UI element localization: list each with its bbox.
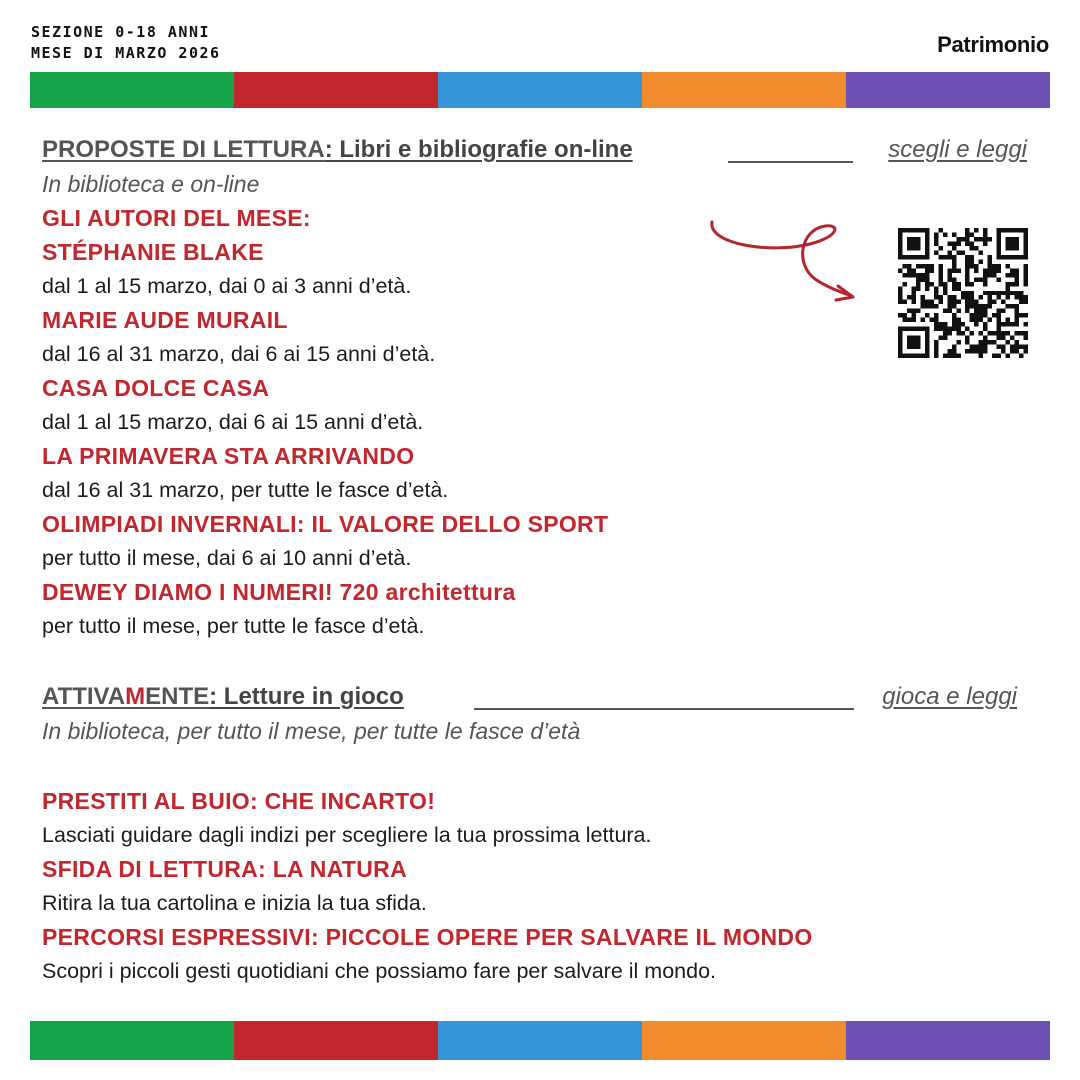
activity-item-title: PRESTITI AL BUIO: CHE INCARTO! bbox=[42, 788, 436, 814]
activity-heading-rule bbox=[474, 708, 854, 710]
curly-arrow-icon bbox=[700, 214, 870, 314]
reading-subtitle: In biblioteca e on-line bbox=[42, 171, 260, 197]
reading-item-desc: per tutto il mese, dai 6 ai 10 anni d’età. bbox=[42, 546, 412, 570]
activity-heading-title bbox=[42, 683, 209, 710]
reading-item-title: MARIE AUDE MURAIL bbox=[42, 307, 288, 333]
stripe-green bbox=[30, 72, 234, 108]
reading-item-desc: per tutto il mese, per tutte le fasce d’età. bbox=[42, 614, 425, 638]
activity-heading-sub: : Letture in gioco bbox=[209, 683, 404, 710]
reading-heading-rule bbox=[728, 161, 853, 163]
reading-item-title: LA PRIMAVERA STA ARRIVANDO bbox=[42, 443, 415, 469]
reading-item-title: CASA DOLCE CASA bbox=[42, 375, 270, 401]
activity-link[interactable]: gioca e leggi bbox=[882, 683, 1017, 710]
stripe-orange bbox=[642, 1021, 846, 1060]
activity-section bbox=[42, 680, 1027, 988]
stripe-red bbox=[234, 72, 438, 108]
reading-item-desc: dal 1 al 15 marzo, dai 0 ai 3 anni d’età. bbox=[42, 274, 412, 298]
stripe-red bbox=[234, 1021, 438, 1060]
activity-subtitle: In biblioteca, per tutto il mese, per tutte le fasce d’età bbox=[42, 718, 581, 744]
section-line-2: MESE DI MARZO 2026 bbox=[31, 44, 221, 62]
activity-item-desc: Scopri i piccoli gesti quotidiani che possiamo fare per salvare il mondo. bbox=[42, 959, 717, 983]
activity-item-desc: Lasciati guidare dagli indizi per scegliere la tua prossima lettura. bbox=[42, 823, 652, 847]
top-color-stripe bbox=[30, 72, 1050, 108]
activity-item-title: SFIDA DI LETTURA: LA NATURA bbox=[42, 856, 407, 882]
reading-item-title: DEWEY DIAMO I NUMERI! 720 architettura bbox=[42, 579, 516, 605]
activity-item-desc: Ritira la tua cartolina e inizia la tua sfida. bbox=[42, 891, 427, 915]
reading-heading-sub: : Libri e bibliografie on-line bbox=[324, 136, 633, 163]
stripe-blue bbox=[438, 72, 642, 108]
qr-code-icon[interactable] bbox=[898, 228, 1028, 358]
stripe-purple bbox=[846, 72, 1050, 108]
reading-link[interactable]: scegli e leggi bbox=[888, 136, 1027, 163]
reading-item-desc: dal 16 al 31 marzo, per tutte le fasce d’età. bbox=[42, 478, 449, 502]
spacer bbox=[42, 748, 1027, 784]
activity-heading bbox=[42, 680, 1027, 714]
reading-heading bbox=[42, 133, 1027, 167]
activity-heading-part: ATTIVA bbox=[42, 683, 126, 710]
stripe-blue bbox=[438, 1021, 642, 1060]
reading-section bbox=[42, 133, 1027, 643]
reading-item-title: STÉPHANIE BLAKE bbox=[42, 239, 264, 265]
stripe-orange bbox=[642, 72, 846, 108]
stripe-green bbox=[30, 1021, 234, 1060]
activity-item-title: PERCORSI ESPRESSIVI: PICCOLE OPERE PER SALVARE IL MONDO bbox=[42, 924, 813, 950]
activity-heading-highlight: M bbox=[125, 683, 146, 710]
authors-label: GLI AUTORI DEL MESE: bbox=[42, 205, 311, 231]
brand-logo: Patrimonio bbox=[937, 32, 1049, 57]
bottom-color-stripe bbox=[30, 1021, 1050, 1060]
reading-heading-title: PROPOSTE DI LETTURA bbox=[42, 136, 325, 163]
reading-item-desc: dal 1 al 15 marzo, dai 6 ai 15 anni d’età. bbox=[42, 410, 424, 434]
stripe-purple bbox=[846, 1021, 1050, 1060]
section-label bbox=[31, 22, 221, 64]
section-line-1: SEZIONE 0-18 ANNI bbox=[31, 23, 211, 41]
activity-heading-part: ENTE bbox=[145, 683, 210, 710]
reading-item-desc: dal 16 al 31 marzo, dai 6 ai 15 anni d’età. bbox=[42, 342, 436, 366]
reading-item-title: OLIMPIADI INVERNALI: IL VALORE DELLO SPORT bbox=[42, 511, 609, 537]
